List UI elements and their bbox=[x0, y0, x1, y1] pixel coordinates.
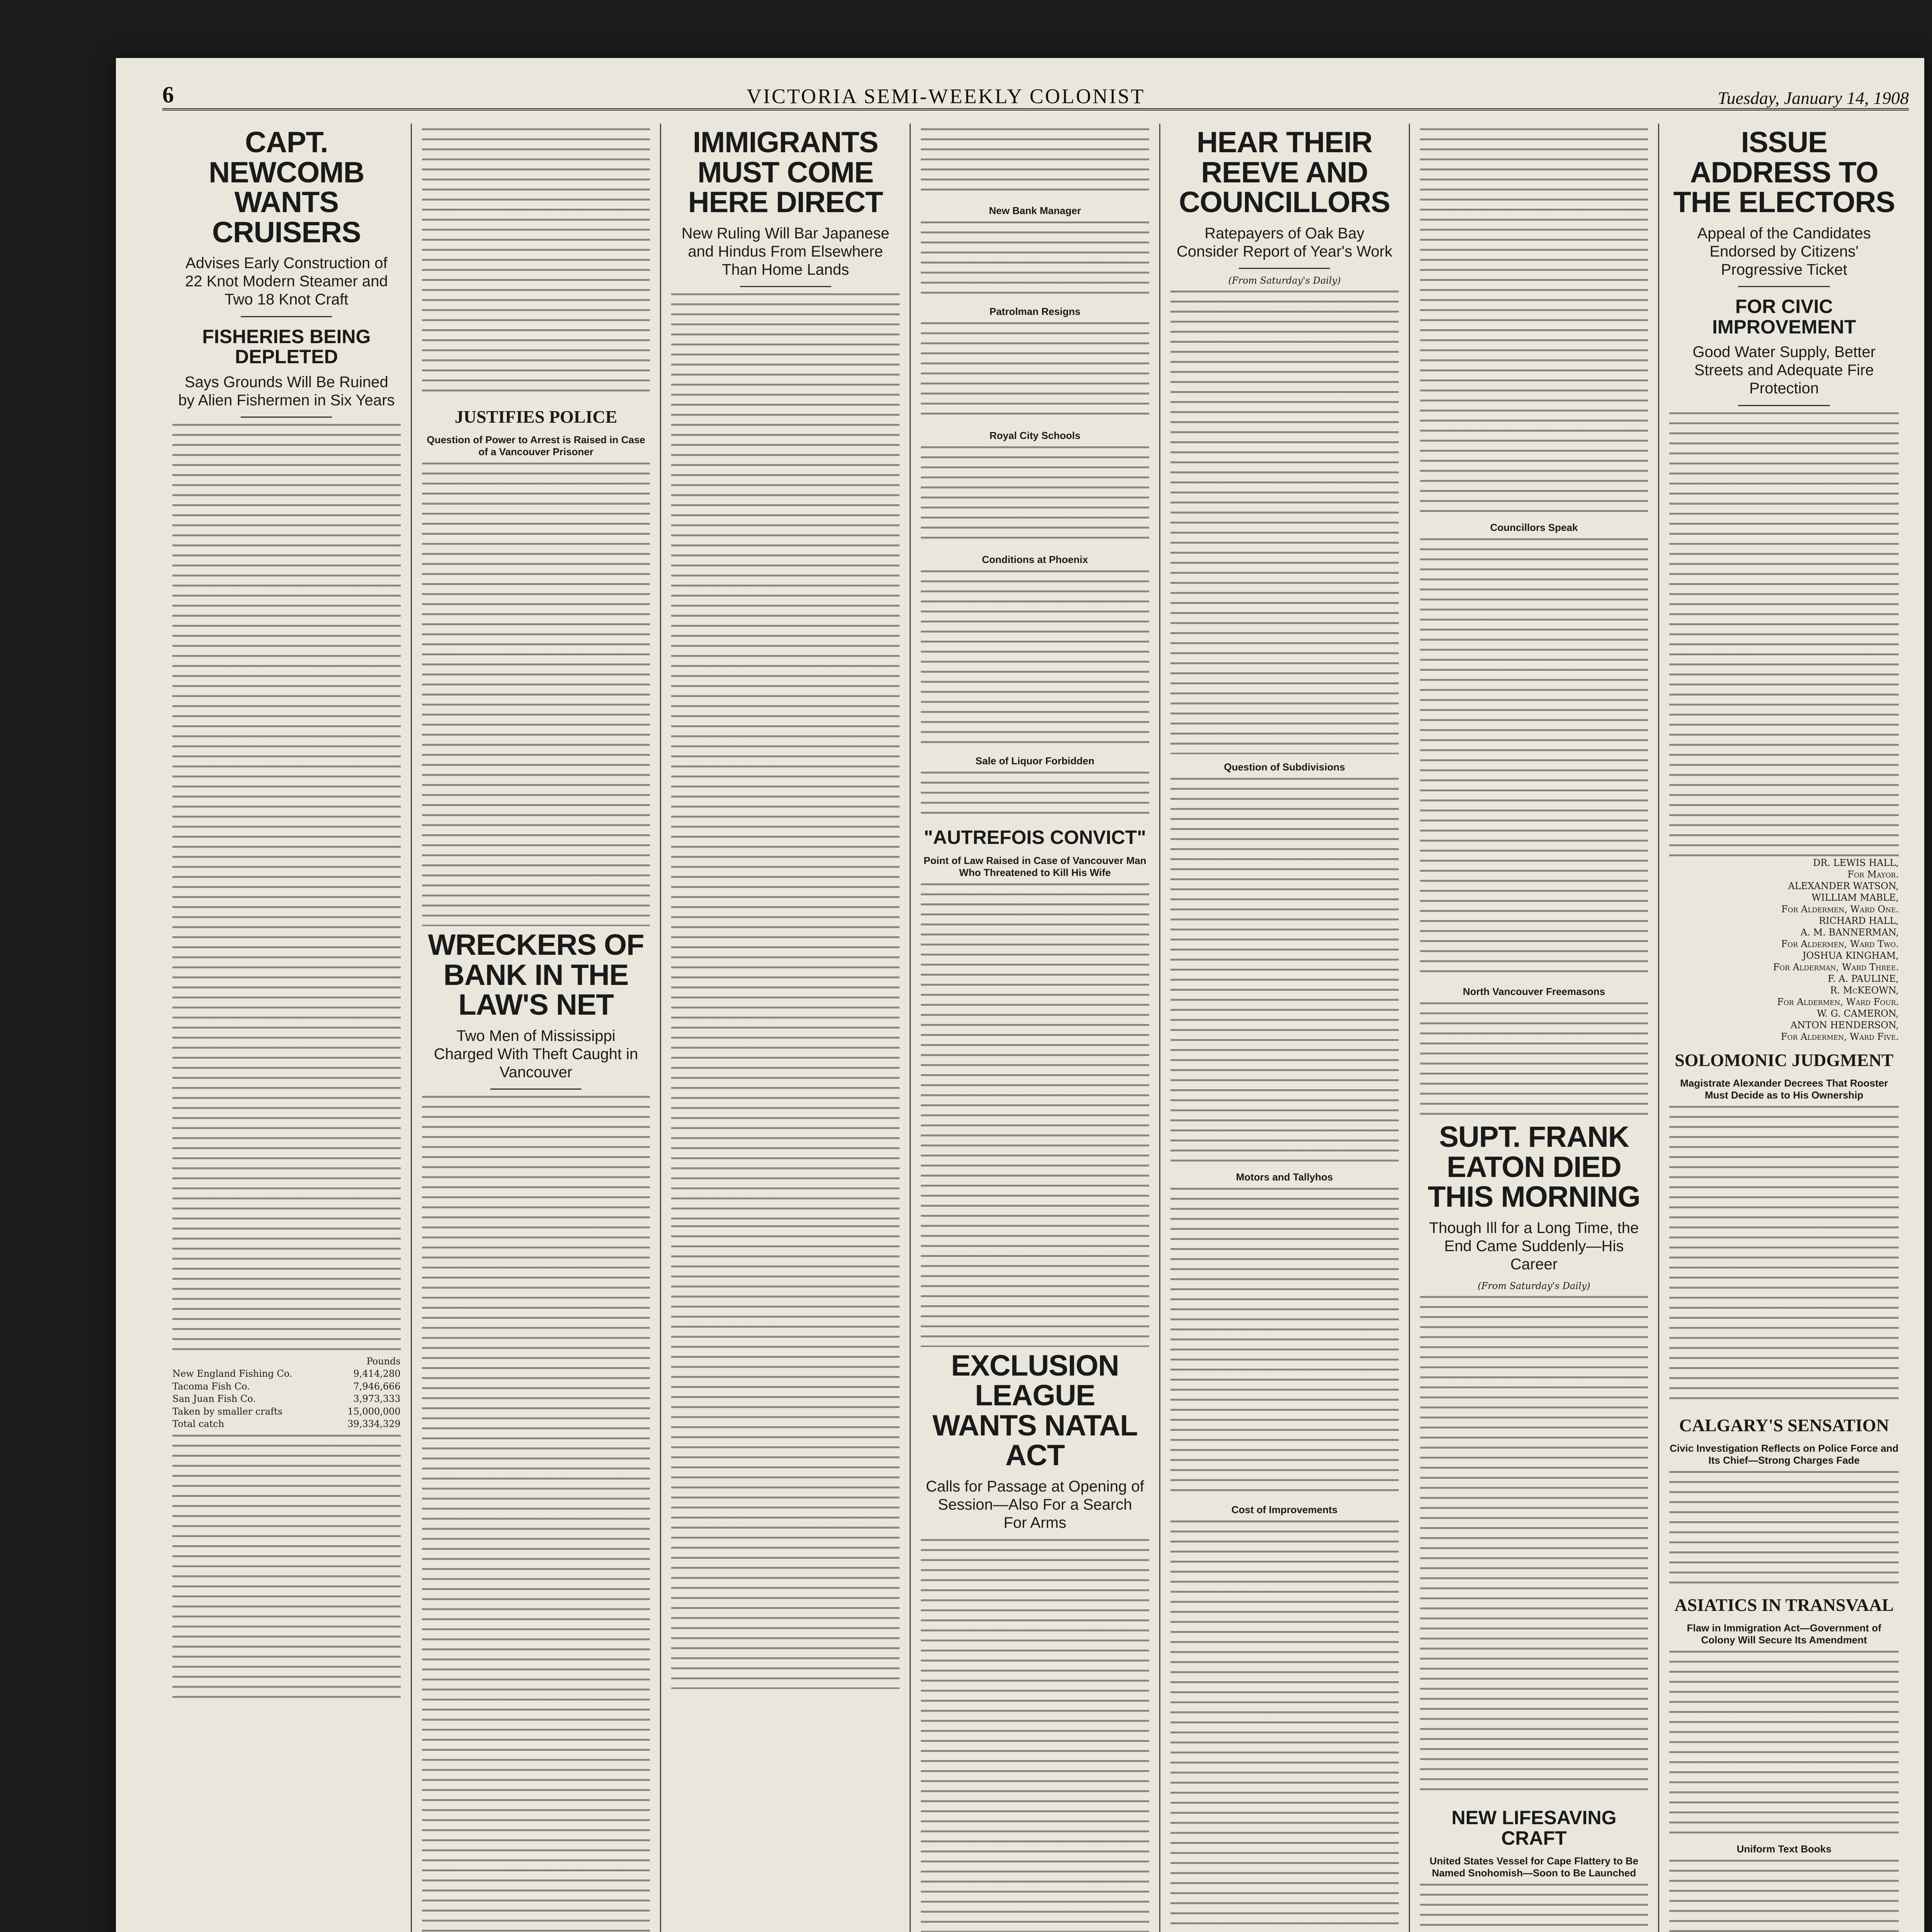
signature-line: For Aldermen, Ward Two. bbox=[1781, 938, 1899, 949]
signature-line: WILLIAM MABLE, bbox=[1811, 892, 1899, 903]
article-body-text bbox=[172, 1435, 401, 1705]
column-6 bbox=[1410, 124, 1660, 1932]
signature-line: ANTON HENDERSON, bbox=[1790, 1019, 1899, 1031]
subhead-motors-tallyhos: Motors and Tallyhos bbox=[1236, 1171, 1333, 1183]
newspaper-page bbox=[116, 58, 1924, 1932]
headline-new-lifesaving-craft: NEW LIFESAVING CRAFT bbox=[1451, 1807, 1617, 1849]
article-body-text bbox=[921, 1539, 1149, 1932]
subhead-asiatics-transvaal: ASIATICS IN TRANSVAAL bbox=[1674, 1595, 1894, 1615]
headline-frank-eaton: SUPT. FRANK EATON DIED THIS MORNING bbox=[1428, 1121, 1640, 1214]
headline-exclusion-league: EXCLUSION LEAGUE WANTS NATAL ACT bbox=[932, 1349, 1138, 1472]
stats-row: San Juan Fish Co. 3,973,333 bbox=[172, 1393, 401, 1405]
subhead-civic-improvement: FOR CIVIC IMPROVEMENT bbox=[1712, 296, 1856, 338]
subhead-calgary-sensation: CALGARY'S SENSATION bbox=[1679, 1415, 1889, 1435]
stats-header: Pounds bbox=[366, 1356, 401, 1367]
headline-issue-address: ISSUE ADDRESS TO THE ELECTORS bbox=[1673, 126, 1895, 219]
article-body-text bbox=[921, 772, 1149, 818]
article-body-text bbox=[921, 322, 1149, 423]
deck-issue-address: Appeal of the Candidates Endorsed by Citizens' Progressive Ticket bbox=[1697, 224, 1871, 278]
article-body-text bbox=[1170, 1520, 1399, 1932]
subdeck-solomonic-judgment: Magistrate Alexander Decrees That Rooster Must Decide as to His Ownership bbox=[1680, 1077, 1888, 1101]
article-body-text bbox=[671, 1225, 900, 1689]
headline-oak-bay: HEAR THEIR REEVE AND COUNCILLORS bbox=[1179, 126, 1390, 219]
column-1 bbox=[162, 124, 412, 1932]
dateline: (From Saturday's Daily) bbox=[1228, 275, 1341, 286]
stats-row: New England Fishing Co. 9,414,280 bbox=[172, 1368, 401, 1379]
deck-autrefois-convict: Point of Law Raised in Case of Vancouver Man Who Threatened to Kill His Wife bbox=[923, 854, 1146, 878]
subdeck-asiatics-transvaal: Flaw in Immigration Act—Government of Colony Will Secure Its Amendment bbox=[1687, 1622, 1881, 1646]
column-2 bbox=[412, 124, 662, 1932]
article-body-text bbox=[1420, 1296, 1648, 1798]
article-body-text bbox=[1170, 1188, 1399, 1497]
paper-title: VICTORIA SEMI-WEEKLY COLONIST bbox=[746, 85, 1145, 108]
subhead-uniform-text-books: Uniform Text Books bbox=[1736, 1843, 1832, 1855]
deck-immigrants: New Ruling Will Bar Japanese and Hindus From Elsewhere Than Home Lands bbox=[681, 224, 889, 278]
deck-wreckers-of-bank: Two Men of Mississippi Charged With Theft Caught in Vancouver bbox=[434, 1027, 638, 1081]
divider bbox=[1738, 405, 1830, 406]
subhead-subdivisions: Question of Subdivisions bbox=[1224, 761, 1345, 773]
signature-line: A. M. BANNERMAN, bbox=[1801, 927, 1899, 938]
divider bbox=[241, 417, 332, 418]
article-body-text bbox=[1669, 1651, 1899, 1836]
column-3 bbox=[661, 124, 911, 1932]
subdeck-calgary-sensation: Civic Investigation Reflects on Police Force and Its Chief—Strong Charges Fade bbox=[1669, 1442, 1899, 1466]
signature-line: F. A. PAULINE, bbox=[1828, 973, 1899, 984]
column-5 bbox=[1160, 124, 1410, 1932]
subhead-councillors-speak: Councillors Speak bbox=[1490, 522, 1578, 533]
catch-statistics bbox=[172, 1355, 401, 1430]
deck-oak-bay: Ratepayers of Oak Bay Consider Report of Year's Work bbox=[1177, 224, 1393, 260]
divider bbox=[1738, 286, 1830, 287]
signature-line: JOSHUA KINGHAM, bbox=[1802, 950, 1899, 961]
subdeck-justifies-police: Question of Power to Arrest is Raised in Case of a Vancouver Prisoner bbox=[427, 434, 645, 457]
divider bbox=[490, 1088, 582, 1090]
stats-row: Total catch 39,334,329 bbox=[172, 1418, 401, 1429]
masthead bbox=[162, 73, 1909, 111]
subhead-royal-city-schools: Royal City Schools bbox=[989, 430, 1081, 441]
subhead-north-vancouver-freemasons: North Vancouver Freemasons bbox=[1463, 986, 1605, 997]
article-body-text bbox=[172, 424, 401, 1351]
column-7 bbox=[1659, 124, 1909, 1932]
dateline: (From Saturday's Daily) bbox=[1478, 1281, 1590, 1292]
article-body-text bbox=[671, 293, 900, 1221]
headline-autrefois-convict: "AUTREFOIS CONVICT" bbox=[923, 827, 1146, 848]
candidate-signatures bbox=[1669, 857, 1899, 1042]
stats-row: Tacoma Fish Co. 7,946,666 bbox=[172, 1381, 401, 1392]
signature-line: RICHARD HALL, bbox=[1819, 915, 1899, 926]
article-body-text bbox=[921, 883, 1149, 1347]
signature-line: For Mayor. bbox=[1847, 869, 1899, 880]
columns bbox=[162, 124, 1909, 1932]
article-body-text bbox=[1669, 1471, 1899, 1587]
stats-row: Taken by smaller crafts 15,000,000 bbox=[172, 1406, 401, 1417]
article-body-text bbox=[1170, 778, 1399, 1164]
article-body-text bbox=[1420, 1884, 1648, 1932]
article-body-text bbox=[1669, 412, 1899, 857]
subhead-patrolman-resigns: Patrolman Resigns bbox=[989, 306, 1081, 317]
article-body-text bbox=[422, 128, 650, 399]
subhead-conditions-at-phoenix: Conditions at Phoenix bbox=[982, 554, 1088, 565]
deck-new-lifesaving-craft: United States Vessel for Cape Flattery to Be Named Snohomish—Soon to Be Launched bbox=[1429, 1855, 1639, 1879]
headline-newcomb: CAPT. NEWCOMB WANTS CRUISERS bbox=[209, 126, 364, 249]
headline-immigrants: IMMIGRANTS MUST COME HERE DIRECT bbox=[688, 126, 883, 219]
article-body-text bbox=[921, 446, 1149, 547]
subhead-sale-of-liquor: Sale of Liquor Forbidden bbox=[975, 755, 1095, 767]
signature-line: DR. LEWIS HALL, bbox=[1813, 857, 1899, 868]
headline-wreckers-of-bank: WRECKERS OF BANK IN THE LAW'S NET bbox=[428, 929, 644, 1022]
signature-line: For Aldermen, Ward Four. bbox=[1777, 996, 1899, 1007]
subhead-solomonic-judgment: SOLOMONIC JUDGMENT bbox=[1675, 1050, 1894, 1070]
signature-line: W. G. CAMERON, bbox=[1817, 1008, 1899, 1019]
signature-line: ALEXANDER WATSON, bbox=[1788, 880, 1899, 891]
subdeck-fisheries: Says Grounds Will Be Ruined by Alien Fishermen in Six Years bbox=[178, 373, 395, 409]
article-body-text bbox=[1420, 1002, 1648, 1118]
signature-line: For Aldermen, Ward One. bbox=[1781, 903, 1899, 915]
article-body-text bbox=[422, 463, 650, 926]
subhead-fisheries: FISHERIES BEING DEPLETED bbox=[202, 325, 371, 368]
divider bbox=[740, 286, 831, 287]
article-body-text bbox=[422, 1096, 650, 1932]
signature-line: R. McKEOWN, bbox=[1830, 985, 1899, 996]
signature-line: For Alderman, Ward Three. bbox=[1773, 961, 1899, 973]
column-4 bbox=[911, 124, 1160, 1932]
divider bbox=[241, 316, 332, 317]
article-body-text bbox=[921, 570, 1149, 748]
deck-frank-eaton: Though Ill for a Long Time, the End Came Suddenly—His Career bbox=[1429, 1219, 1639, 1273]
article-body-text bbox=[921, 221, 1149, 299]
signature-line: For Aldermen, Ward Five. bbox=[1781, 1031, 1899, 1042]
article-body-text bbox=[1420, 128, 1648, 515]
subhead-cost-of-improvements: Cost of Improvements bbox=[1231, 1503, 1338, 1515]
article-body-text bbox=[921, 128, 1149, 198]
article-body-text bbox=[1170, 291, 1399, 754]
subhead-new-bank-manager: New Bank Manager bbox=[989, 205, 1081, 216]
article-body-text bbox=[1669, 1106, 1899, 1407]
subhead-justifies-police: JUSTIFIES POLICE bbox=[454, 407, 617, 427]
subdeck-civic-improvement: Good Water Supply, Better Streets and Adequate Fire Protection bbox=[1692, 344, 1876, 397]
deck-exclusion-league: Calls for Passage at Opening of Session—Also For a Search For Arms bbox=[926, 1478, 1144, 1531]
article-body-text bbox=[1420, 538, 1648, 979]
divider bbox=[1239, 268, 1330, 269]
deck-newcomb: Advises Early Construction of 22 Knot Modern Steamer and Two 18 Knot Craft bbox=[185, 255, 388, 308]
issue-date: Tuesday, January 14, 1908 bbox=[1718, 88, 1909, 108]
article-body-text bbox=[1669, 1860, 1899, 1932]
page-number: 6 bbox=[162, 82, 174, 107]
